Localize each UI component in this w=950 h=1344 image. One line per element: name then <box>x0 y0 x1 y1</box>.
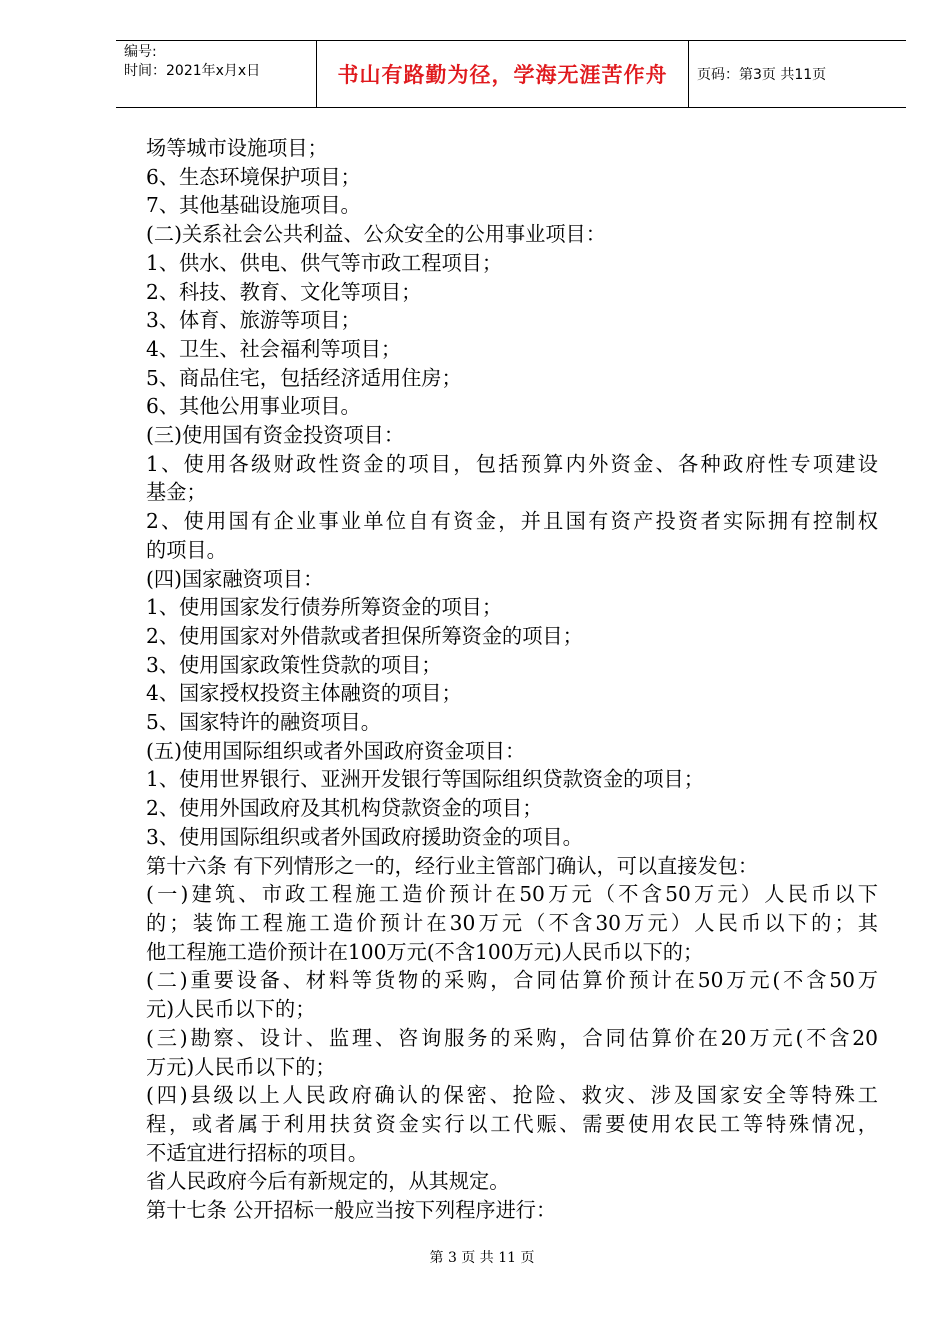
body-line: 2、科技、教育、文化等项目； <box>146 279 422 304</box>
body-line: (四)国家融资项目： <box>146 566 324 591</box>
body-line: 他工程施工造价预计在100万元(不含100万元)人民币以下的； <box>146 939 704 964</box>
body-line: 第十七条 公开招标一般应当按下列程序进行： <box>146 1198 557 1223</box>
body-line: (二)重要设备、材料等货物的采购，合同估算价预计在50万元(不含50万 <box>146 968 878 993</box>
body-line: 元)人民币以下的； <box>146 997 316 1022</box>
page-header <box>116 40 906 108</box>
document-number-label: 编号: <box>124 44 157 60</box>
body-line: 2、使用国家对外借款或者担保所筹资金的项目； <box>146 623 583 648</box>
document-body <box>146 134 878 1225</box>
body-line: 的；装饰工程施工造价预计在30万元（不含30万元）人民币以下的；其 <box>146 910 878 935</box>
body-line: (三)使用国有资金投资项目： <box>146 423 405 448</box>
body-line: 不适宜进行招标的项目。 <box>146 1140 369 1165</box>
body-line: 基金； <box>146 480 207 505</box>
body-line: 万元)人民币以下的； <box>146 1054 336 1079</box>
body-line: (五)使用国际组织或者外国政府资金项目： <box>146 738 526 763</box>
body-line: 省人民政府今后有新规定的，从其规定。 <box>146 1169 510 1194</box>
page-footer: 第 3 页 共 11 页 <box>429 1250 535 1266</box>
body-line: 6、其他公用事业项目。 <box>146 394 361 419</box>
body-line: 3、使用国际组织或者外国政府援助资金的项目。 <box>146 824 583 849</box>
body-line: (四)县级以上人民政府确认的保密、抢险、救灾、涉及国家安全等特殊工 <box>146 1083 878 1108</box>
body-line: 1、供水、供电、供气等市政工程项目； <box>146 250 503 275</box>
body-line: 6、生态环境保护项目； <box>146 164 361 189</box>
body-line: 2、使用外国政府及其机构贷款资金的项目； <box>146 796 543 821</box>
body-line: (一)建筑、市政工程施工造价预计在50万元（不含50万元）人民币以下 <box>146 882 878 907</box>
body-line: 1、使用各级财政性资金的项目，包括预算内外资金、各种政府性专项建设 <box>146 451 878 476</box>
header-page-number: 页码：第3页 共11页 <box>697 67 827 83</box>
body-line: 4、卫生、社会福利等项目； <box>146 336 402 361</box>
body-line: 2、使用国有企业事业单位自有资金，并且国有资产投资者实际拥有控制权 <box>146 509 878 534</box>
body-line: 7、其他基础设施项目。 <box>146 193 361 218</box>
header-meta <box>116 41 316 107</box>
body-line: (二)关系社会公共利益、公众安全的公用事业项目： <box>146 222 606 247</box>
body-line: 的项目。 <box>146 537 227 562</box>
body-line: 1、使用世界银行、亚洲开发银行等国际组织贷款资金的项目； <box>146 767 704 792</box>
body-line: 5、国家特许的融资项目。 <box>146 710 381 735</box>
body-line: 5、商品住宅，包括经济适用住房； <box>146 365 462 390</box>
body-line: (三)勘察、设计、监理、咨询服务的采购，合同估算价在20万元(不含20 <box>146 1025 878 1050</box>
body-line: 3、体育、旅游等项目； <box>146 308 361 333</box>
body-line: 3、使用国家政策性贷款的项目； <box>146 652 442 677</box>
body-line: 场等城市设施项目； <box>146 136 328 160</box>
header-motto: 书山有路勤为径，学海无涯苦作舟 <box>316 41 689 107</box>
body-line: 第十六条 有下列情形之一的，经行业主管部门确认，可以直接发包： <box>146 853 759 878</box>
document-time-label: 时间：2021年x月x日 <box>124 63 261 79</box>
body-line: 1、使用国家发行债券所筹资金的项目； <box>146 595 503 620</box>
body-line: 4、国家授权投资主体融资的项目； <box>146 681 462 706</box>
body-line: 程，或者属于利用扶贫资金实行以工代赈、需要使用农民工等特殊情况， <box>146 1111 878 1136</box>
